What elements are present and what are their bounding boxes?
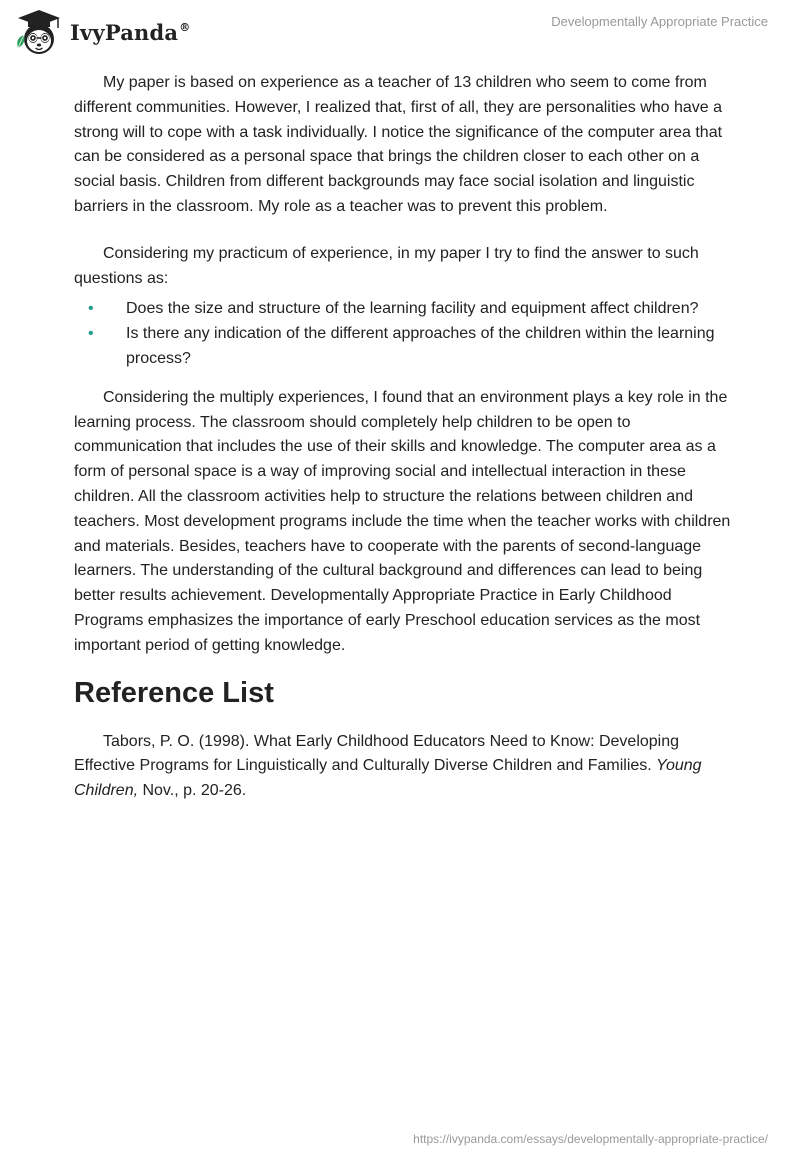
- panda-graduate-logo-icon: [14, 8, 64, 56]
- paragraph-1: My paper is based on experience as a teacher of 13 children who seem to come from different communities. However, I realized that, first of all, they are personalities who have a strong will to cope with a task individually. I notice the significance of the computer area that can be considered as a personal space that brings the children closer to each other on a social basis. Children from different backgrounds may face social isolation and linguistic barriers in the classroom. My role as a teacher was to prevent this problem.: [74, 74, 723, 215]
- reference-journal: Young Children,: [74, 757, 702, 800]
- list-item: [74, 322, 734, 372]
- registered-mark: ®: [179, 20, 191, 34]
- questions-list: [74, 297, 734, 371]
- essay-content: [74, 71, 734, 804]
- brand-name: IvyPanda®: [70, 19, 191, 45]
- list-item: [74, 297, 734, 322]
- document-title: Developmentally Appropriate Practice: [551, 14, 768, 29]
- source-url[interactable]: https://ivypanda.com/essays/developmentally-appropriate-practice/: [413, 1132, 768, 1146]
- bullet-icon: •: [88, 325, 94, 343]
- list-item-text: Does the size and structure of the learning facility and equipment affect children?: [126, 300, 699, 318]
- ivypanda-logo[interactable]: [14, 8, 190, 56]
- bullet-icon: •: [88, 300, 94, 318]
- paragraph-2: Considering my practicum of experience, in my paper I try to find the answer to such questions as:: [74, 244, 699, 287]
- list-item-text: Is there any indication of the different approaches of the children within the learning process?: [126, 325, 715, 367]
- page-header: [0, 0, 800, 60]
- paragraph-3: Considering the multiply experiences, I found that an environment plays a key role in the learning process. The classroom should completely help children to be open to communication that includes the use of their skills and knowledge. The computer area as a form of personal space is a way of improving social and intellectual interaction in these children. All the classroom activities help to structure the relations between children and teachers. Most development programs include the time when the teacher works with children and materials. Besides, teachers have to cooperate with the parents of second-language learners. The understanding of the cultural background and differences can lead to being better results achievement. Developmentally Appropriate Practice in Early Childhood Programs emphasizes the importance of early Preschool education services as the most important period of getting knowledge.: [74, 388, 731, 654]
- reference-details: Nov., p. 20-26.: [138, 782, 247, 800]
- reference-text: Tabors, P. O. (1998). What Early Childhood Educators Need to Know: Developing Effective Programs for Linguistically and Culturally Diverse Children and Families.: [74, 732, 680, 775]
- reference-list-heading: Reference List: [74, 676, 274, 709]
- reference-entry: [74, 730, 734, 804]
